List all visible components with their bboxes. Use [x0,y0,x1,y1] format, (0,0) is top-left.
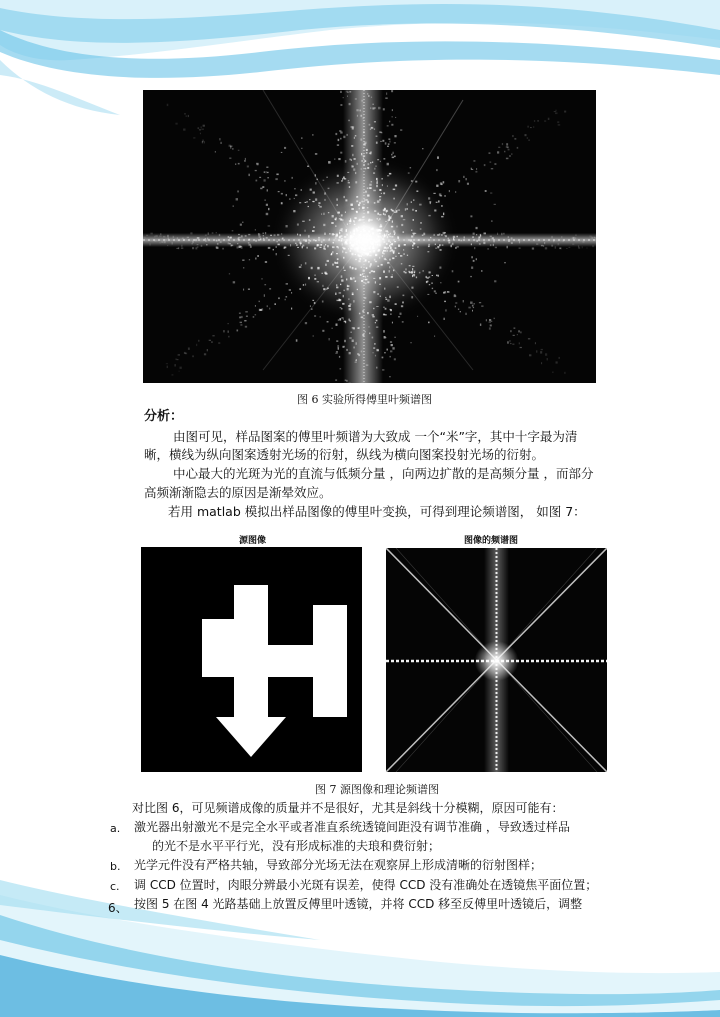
list-item-c-line-1: 调 CCD 位置时，肉眼分辨最小光斑有误差，使得 CCD 没有准确处在透镜焦平面位置； [134,878,598,892]
list-item-a-line-2: 的光不是水平平行光，没有形成标准的夫琅和费衍射； [152,839,441,853]
list-marker-c: c. [110,880,120,893]
analysis-paragraph-2-line-1: 中心最大的光斑为光的直流与低频分量 ，向两边扩散的是高频分量 ，而部分 [173,466,594,481]
analysis-heading: 分析： [144,409,184,424]
spectrum-image-panel [386,548,607,772]
list-item-a-line-1: 激光器出射激光不是完全水平或者准直系统透镜间距没有调节准确 ，导致透过样品 [134,820,570,834]
analysis-paragraph-1-line-1: 由图可见，样品图案的傅里叶频谱为大致成 一个“米”字，其中十字最为清 [173,429,578,444]
experimental-spectrum-photo [143,90,596,383]
source-image-shape [141,547,362,772]
list-marker-a: a. [110,822,121,835]
analysis-paragraph-1-line-2: 晰，横线为纵向图案透射光场的衍射，纵线为横向图案投射光场的衍射。 [144,447,545,462]
list-marker-b: b. [110,860,121,873]
list-item-b-line-1: 光学元件没有严格共轴，导致部分光场无法在观察屏上形成清晰的衍射图样； [134,858,543,872]
figure-7-caption: 图 7 源图像和理论频谱图 [315,783,439,796]
comparison-intro: 对比图 6，可见频谱成像的质量并不是很好，尤其是斜线十分模糊，原因可能有： [132,801,564,815]
source-image-panel [141,547,362,772]
figure-6-caption: 图 6 实验所得傅里叶频谱图 [297,393,432,406]
analysis-paragraph-3: 若用 matlab 模拟出样品图像的傅里叶变换，可得到理论频谱图， 如图 7： [168,504,586,519]
spectrum-image-title: 图像的频谱图 [464,536,519,546]
source-image-title: 源图像 [239,536,267,546]
theoretical-spectrum [386,548,607,772]
list-item-6-line-1: 按图 5 在图 4 光路基础上放置反傅里叶透镜，并将 CCD 移至反傅里叶透镜后，调整 [134,897,583,911]
list-marker-6: 6、 [108,901,128,915]
analysis-paragraph-2-line-2: 高频渐渐隐去的原因是渐晕效应。 [144,485,332,500]
